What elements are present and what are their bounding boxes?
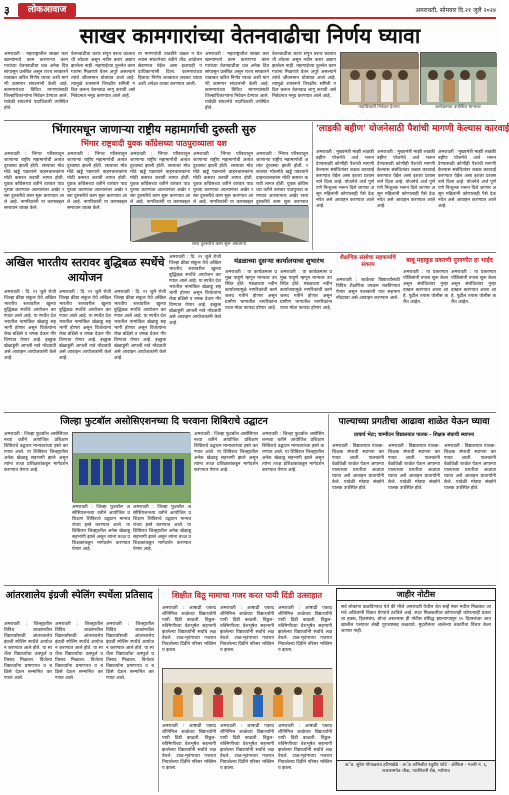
babu-story-headline: बाबू महाकुड प्रकरणी पुरवणीत हा भाईंद [406, 257, 493, 264]
meeting-photo-image [421, 53, 497, 105]
school-story-headline: पाल्याच्या प्रगतीचा आढावा शाळेत येऊन घ्यावा [338, 417, 490, 427]
school-story-col-2: अमरावती : विद्यालयात पालक-शिक्षक संघाची स्थापना करण्यात आली. पालकांनी वेळोवेळी शाळेत येऊन आपल्या पाल्याच्या प्रगतीचा आढावा घ्यावा असे आवाहन प्राचार्यांनी केले. यावेळी मोठ्या संख्येने पालक उपस्थित होते. [388, 444, 440, 491]
chess-story-col-4: अमरावती : दि. २१ जुलै रोजी जिल्हा क्रीडा संकुल येथे अखिल भारतीय स्तरावरील खुल्या बुद्धिबळ स्पर्धेचे आयोजन करण्यात आले आहे. या स्पर्धेत देशभरातील नामांकित खेळाडू सहभागी होणार असून विजेत्यांना रोख बक्षिसे व चषक देऊन गौरविण्यात येणार आहे. इच्छुक खेळाडूंनी आपली नावे नोंदवावी असे आवाहन आयोजकांनी केले आहे. [169, 255, 221, 326]
main-story-col-3: या मागण्यांची तातडीने दखल न घेतल्यास संघटनेच्या वतीने तीव्र आंदोलन छेडण्यात येईल असा इशाराही पदाधिकाऱ्यांनी दिला. कामगारांच्या हिताचा निर्णय लवकरात लवकर घ्यावा अशी अपेक्षा व्यक्त करण्यात आली. [138, 52, 202, 87]
main-photo-2 [420, 52, 496, 104]
public-notice-box [336, 588, 496, 791]
chess-story-headline: अखिल भारतीय स्तरावर बुद्धिबळ स्पर्धेचे आयोजन [5, 256, 165, 284]
chess-story-col-2: अमरावती : दि. २१ जुलै रोजी जिल्हा क्रीडा संकुल येथे अखिल भारतीय स्तरावरील खुल्या बुद्धिबळ स्पर्धेचे आयोजन करण्यात आले आहे. या स्पर्धेत देशभरातील नामांकित खेळाडू सहभागी होणार असून विजेत्यांना रोख बक्षिसे व चषक देऊन गौरविण्यात येणार आहे. इच्छुक खेळाडूंनी आपली नावे नोंदवावी असे आवाहन आयोजकांनी केले आहे. [59, 290, 111, 361]
babu-story-col-1: अमरावती : या प्रकरणात पोलिसांनी तपास सुरू केला असून संबंधितांवर गुन्हा दाखल करण्यात आला आहे. पुढील तपास पोलीस करीत आहेत. [403, 270, 448, 305]
road-story-col-5: अमरावती : भिंगार परिसरातून जाणाऱ्या राष्ट्रीय महामार्गाची अत्यंत दुरवस्था झाली होती. रस्त्यावर मोठमोठे खड्डे पडल्याने वाहनचालकांना मोठी कसरत करावी लागत होती. युवक काँग्रेसच्या वतीने वारंवार पाठपुरावा करण्यात आल्यानंतर अखेर रस्ता दुरुस्तीचे काम सुरू करण्यात [256, 152, 308, 205]
dindi-procession-image [163, 669, 333, 721]
road-story-headline: भिंगारमधून जाणाऱ्या राष्ट्रीय महामार्गाची दुरुस्ती सुरु [52, 123, 256, 136]
road-story-col-1: अमरावती : भिंगार परिसरातून जाणाऱ्या राष्ट्रीय महामार्गाची अत्यंत दुरवस्था झाली होती. रस्त्यावर मोठमोठे खड्डे पडल्याने वाहनचालकांना मोठी कसरत करावी लागत होती. युवक काँग्रेसच्या वतीने वारंवार पाठपुरावा करण्यात आल्यानंतर अखेर रस्ता दुरुस्तीचे काम सुरू करण्यात आले आहे. नागरिकांनी या कामाबद्दल समाधान व्यक्त केले. [4, 152, 64, 211]
school-story-col-1: अमरावती : विद्यालयात पालक-शिक्षक संघाची स्थापना करण्यात आली. पालकांनी वेळोवेळी शाळेत येऊन आपल्या पाल्याच्या प्रगतीचा आढावा घ्यावा असे आवाहन प्राचार्यांनी केले. यावेळी मोठ्या संख्येने पालक उपस्थित होते. [332, 444, 384, 491]
ladki-story-col-2: अमरावती : मुख्यमंत्री माझी लाडकी बहीण योजनेचे अर्ज भरून देण्यासाठी कोणीही पैशांची मागणी केल्यास संबंधितांवर कडक कारवाई करण्यात येईल असा इशारा प्रशासनाने दिला आहे. योजनेचे अर्ज पूर्णपणे निःशुल्क भरून दिले जाणार असून महिलांनी कोणालाही पैसे देऊ नयेत असे आवाहन करण्यात आले आहे. [377, 150, 435, 209]
dindi-story-col-1: अमरावती : आषाढी एकादशीनिमित्त शाळेच्या विद्यार्थ्यांनी पायी दिंडी काढली. विठ्ठल-रुक्मिणीच्या वेशभूषेत सहभागी झालेल्या विद्यार्थ्यांनी सर्वांचे लक्ष वेधले. टाळ-मृदंगाच्या गजरात निघालेल्या दिंडीने परिसर भक्तिमय झाला. [162, 606, 216, 653]
notice-title: जाहीर नोटीस [337, 589, 495, 601]
main-story-col-1: अमरावती : महाराष्ट्रातील साखर कारखान्यांमध्ये काम करणाऱ्या कामगारांच्या वेतनवाढीचा प्रश्न अनेक दिवसांपासून प्रलंबित असून राज्य सरकारने याबाबत त्वरित निर्णय घ्यावा अशी मागणी कामगार संघटनांनी केली आहे. कामगारांच्या विविध मागण्यांसाठी जिल्हाधिकाऱ्यांना निवेदन देण्यात आले. यावेळी संघटनेचे पदाधिकारी उपस्थित होते. [4, 52, 68, 111]
main-story-col-5: वेतनवाढीचा करार संपून बराच कालावधी लोटला असून नवीन करार अद्याप झालेला नाही. महागाईच्या तुलनेत कामगारांना मिळणारे वेतन अपुरे असल्याने त्यांचे जीवनमान धोक्यात आले आहे. त्यामुळे शासनाने त्रिपक्षीय समिती गठित करून वेतनवाढ लागू करावी असे निवेदनात नमूद करण्यात आले आहे. [272, 52, 336, 99]
ladki-story-headline-line1: 'लाडकी बहीण' योजनेसाठी पैशांची मागणी केल्यास कारवाई [316, 124, 509, 134]
notice-body: सर्व लोकांना कळविण्यात येते की मौजे अमरावती येथील शेत सर्व्हे नंबर मधील मिळकत आमचे अशिलांनी विकत घेण्याचे ठरविले आहे. सदर मिळकतीवर कोणाचाही कोणत्याही प्रकारचा हक्क, हितसंबंध, बोजा असल्यास ही नोटीस प्रसिद्ध झाल्यापासून १५ दिवसांच्या आत खालील पत्त्यावर लेखी पुराव्यासह कळवावे. मुदतीनंतर आलेल्या तक्रारींचा विचार केला जाणार नाही. [341, 605, 491, 634]
main-headline: साखर कामगारांच्या वेतनवाढीचा निर्णय घ्यावा [79, 23, 421, 48]
school-story-subhead: प्राचार्य भेटा; चाम्पीटन विद्यालयात पालक - शिक्षक संघाची स्थापना [353, 432, 475, 438]
main-photo-2-caption: कार्यक्रमात उपस्थित मान्यवर [435, 105, 481, 110]
masthead [4, 3, 496, 19]
office-story-col-1: अमरावती : या कार्यक्रमास प्रमुख पाहुणे म्हणून मान्यवर उपस्थित होते. मंडळाच्या नवीन कार्यालयामुळे नागरिकांची कामे जलद गतीने होणार असून ग्रामीण भागातील नागरिकांना याचा मोठा फायदा होणार आहे. [225, 270, 277, 311]
divider [4, 120, 496, 121]
road-photo [130, 205, 308, 241]
office-story-col-2: अमरावती : या कार्यक्रमास प्रमुख पाहुणे म्हणून मान्यवर उपस्थित होते. मंडळाच्या नवीन कार्यालयामुळे नागरिकांची कामे जलद गतीने होणार असून ग्रामीण भागातील नागरिकांना याचा मोठा फायदा होणार आहे. [280, 270, 332, 311]
school-col-headline: शैक्षणिक संस्थेचा सहकार्याचे संकल्प [340, 255, 396, 268]
road-story-subhead: भिंगार राष्ट्रवादी युवक काँग्रेसच्या पाठपुराव्याला यश [81, 139, 227, 148]
road-story-col-2: अमरावती : भिंगार परिसरातून जाणाऱ्या राष्ट्रीय महामार्गाची अत्यंत दुरवस्था झाली होती. रस्त्यावर मोठमोठे खड्डे पडल्याने वाहनचालकांना मोठी कसरत करावी लागत होती. युवक काँग्रेसच्या वतीने वारंवार पाठपुरावा करण्यात आल्यानंतर अखेर रस्ता दुरुस्तीचे काम सुरू करण्यात आले आहे. नागरिकांनी या कामाबद्दल समाधान व्यक्त केले. [67, 152, 127, 211]
road-photo-caption: रस्ता दुरुस्तीचे काम सुरू असताना [191, 242, 247, 247]
divider [4, 585, 496, 586]
main-story-col-4: अमरावती : महाराष्ट्रातील साखर कारखान्यांमध्ये काम करणाऱ्या कामगारांच्या वेतनवाढीचा प्रश्न अनेक दिवसांपासून प्रलंबित असून राज्य सरकारने याबाबत त्वरित निर्णय घ्यावा अशी मागणी कामगार संघटनांनी केली आहे. कामगारांच्या विविध मागण्यांसाठी जिल्हाधिकाऱ्यांना निवेदन देण्यात आले. यावेळी संघटनेचे पदाधिकारी उपस्थित होते. [205, 52, 269, 111]
english-story-col-3: अमरावती : जिल्ह्यातील विविध शाळांमधील विद्यार्थ्यांसाठी आंतरशालेय इंग्रजी स्पेलिंग स्पर्धेचे आयोजन करण्यात आले होते. या स्पर्धेला विद्यार्थ्यांचा उत्स्फूर्त प्रतिसाद मिळाला. विजेत्या विद्यार्थ्यांना प्रमाणपत्र व बक्षिसे देऊन सन्मानित करण्यात आले. [106, 622, 154, 681]
office-story-headline: मंडळाच्या दुसऱ्या कार्यालयाचा शुभारंभ [234, 257, 324, 265]
main-story-col-2: वेतनवाढीचा करार संपून बराच कालावधी लोटला असून नवीन करार अद्याप झालेला नाही. महागाईच्या तुलनेत कामगारांना मिळणारे वेतन अपुरे असल्याने त्यांचे जीवनमान धोक्यात आले आहे. त्यामुळे शासनाने त्रिपक्षीय समिती गठित करून वेतनवाढ लागू करावी असे निवेदनात नमूद करण्यात आले आहे. [71, 52, 135, 99]
dindi-story-col-3: अमरावती : आषाढी एकादशीनिमित्त शाळेच्या विद्यार्थ्यांनी पायी दिंडी काढली. विठ्ठल-रुक्मिणीच्या वेशभूषेत सहभागी झालेल्या विद्यार्थ्यांनी सर्वांचे लक्ष वेधले. टाळ-मृदंगाच्या गजरात निघालेल्या दिंडीने परिसर भक्तिमय झाला. [278, 606, 332, 653]
dindi-story-col-5: अमरावती : आषाढी एकादशीनिमित्त शाळेच्या विद्यार्थ्यांनी पायी दिंडी काढली. विठ्ठल-रुक्मिणीच्या वेशभूषेत सहभागी झालेल्या विद्यार्थ्यांनी सर्वांचे लक्ष वेधले. टाळ-मृदंगाच्या गजरात निघालेल्या दिंडीने परिसर भक्तिमय झाला. [220, 724, 274, 771]
column-rule [312, 122, 313, 250]
football-story-col-3: अमरावती : जिल्हा फुटबॉल असोसिएशनच्या वतीने आयोजित प्रशिक्षण शिबिराचे उद्घाटन मान्यवरांच्या हस्ते करण्यात आले. या शिबिरात जिल्ह्यातील अनेक खेळाडू सहभागी झाले असून त्यांना तज्ज्ञ प्रशिक्षकांकडून मार्गदर्शन करण्यात येणार आहे. [133, 505, 191, 552]
english-story-headline: आंतरशालेय इंग्रजी स्पेलिंग स्पर्धेला प्रतिसाद [5, 590, 153, 601]
english-story-col-1: अमरावती : जिल्ह्यातील विविध शाळांमधील विद्यार्थ्यांसाठी आंतरशालेय इंग्रजी स्पेलिंग स्पर्धेचे आयोजन करण्यात आले होते. या स्पर्धेला विद्यार्थ्यांचा उत्स्फूर्त प्रतिसाद मिळाला. विजेत्या विद्यार्थ्यांना प्रमाणपत्र व बक्षिसे देऊन सन्मानित करण्यात आले. [4, 622, 52, 681]
page-number: ३ [4, 4, 10, 17]
football-team-image [73, 433, 191, 503]
dindi-story-col-2: अमरावती : आषाढी एकादशीनिमित्त शाळेच्या विद्यार्थ्यांनी पायी दिंडी काढली. विठ्ठल-रुक्मिणीच्या वेशभूषेत सहभागी झालेल्या विद्यार्थ्यांनी सर्वांचे लक्ष वेधले. टाळ-मृदंगाच्या गजरात निघालेल्या दिंडीने परिसर भक्तिमय झाला. [220, 606, 274, 653]
chess-story-col-3: अमरावती : दि. २१ जुलै रोजी जिल्हा क्रीडा संकुल येथे अखिल भारतीय स्तरावरील खुल्या बुद्धिबळ स्पर्धेचे आयोजन करण्यात आले आहे. या स्पर्धेत देशभरातील नामांकित खेळाडू सहभागी होणार असून विजेत्यांना रोख बक्षिसे व चषक देऊन गौरविण्यात येणार आहे. इच्छुक खेळाडूंनी आपली नावे नोंदवावी असे आवाहन आयोजकांनी केले आहे. [114, 290, 166, 361]
newspaper-logo: लोकआवाज [18, 3, 76, 17]
main-photo-1 [340, 52, 418, 104]
road-story-col-4: अमरावती : भिंगार परिसरातून जाणाऱ्या राष्ट्रीय महामार्गाची अत्यंत दुरवस्था झाली होती. रस्त्यावर मोठमोठे खड्डे पडल्याने वाहनचालकांना मोठी कसरत करावी लागत होती. युवक काँग्रेसच्या वतीने वारंवार पाठपुरावा करण्यात आल्यानंतर अखेर रस्ता दुरुस्तीचे काम सुरू करण्यात आले आहे. नागरिकांनी या कामाबद्दल [193, 152, 253, 205]
column-rule [328, 414, 329, 584]
football-story-col-1: अमरावती : जिल्हा फुटबॉल असोसिएशनच्या वतीने आयोजित प्रशिक्षण शिबिराचे उद्घाटन मान्यवरांच्या हस्ते करण्यात आले. या शिबिरात जिल्ह्यातील अनेक खेळाडू सहभागी झाले असून त्यांना तज्ज्ञ प्रशिक्षकांकडून मार्गदर्शन करण्यात येणार आहे. [4, 432, 68, 473]
dindi-story-col-4: अमरावती : आषाढी एकादशीनिमित्त शाळेच्या विद्यार्थ्यांनी पायी दिंडी काढली. विठ्ठल-रुक्मिणीच्या वेशभूषेत सहभागी झालेल्या विद्यार्थ्यांनी सर्वांचे लक्ष वेधले. टाळ-मृदंगाच्या गजरात निघालेल्या दिंडीने परिसर भक्तिमय झाला. [162, 724, 216, 771]
ladki-story-col-1: अमरावती : मुख्यमंत्री माझी लाडकी बहीण योजनेचे अर्ज भरून देण्यासाठी कोणीही पैशांची मागणी केल्यास संबंधितांवर कडक कारवाई करण्यात येईल असा इशारा प्रशासनाने दिला आहे. योजनेचे अर्ज पूर्णपणे निःशुल्क भरून दिले जाणार असून महिलांनी कोणालाही पैसे देऊ नयेत असे आवाहन करण्यात आले आहे. [316, 150, 374, 209]
football-story-col-2: अमरावती : जिल्हा फुटबॉल असोसिएशनच्या वतीने आयोजित प्रशिक्षण शिबिराचे उद्घाटन मान्यवरांच्या हस्ते करण्यात आले. या शिबिरात जिल्ह्यातील अनेक खेळाडू सहभागी झाले असून त्यांना तज्ज्ञ प्रशिक्षकांकडून मार्गदर्शन करण्यात येणार आहे. [72, 505, 130, 552]
divider [4, 412, 496, 413]
group-photo-image [341, 53, 419, 105]
dindi-story-col-6: अमरावती : आषाढी एकादशीनिमित्त शाळेच्या विद्यार्थ्यांनी पायी दिंडी काढली. विठ्ठल-रुक्मिणीच्या वेशभूषेत सहभागी झालेल्या विद्यार्थ्यांनी सर्वांचे लक्ष वेधले. टाळ-मृदंगाच्या गजरात निघालेल्या दिंडीने परिसर भक्तिमय झाला. [278, 724, 332, 771]
dateline: अमरावती, सोमवार दि.२१ जुलै २०२४ [415, 7, 496, 14]
football-story-headline: जिल्हा फुटबॉल असोसिएशनच्या दि चरवाना शिबिराचे उद्घाटन [60, 416, 268, 427]
dindi-story-headline: शिक्षीत विठू मामाचा गजर करत पायी दिंडी उत्साहात [171, 591, 323, 600]
column-rule [158, 588, 159, 792]
football-photo [72, 432, 190, 502]
school-col-body: अमरावती : शाळेच्या विद्यार्थ्यांसाठी विविध शैक्षणिक उपक्रम राबविण्यात येणार असून पालकांनी यात सहभाग नोंदवावा असे आवाहन करण्यात आले. [336, 278, 400, 301]
chess-story-col-1: अमरावती : दि. २१ जुलै रोजी जिल्हा क्रीडा संकुल येथे अखिल भारतीय स्तरावरील खुल्या बुद्धिबळ स्पर्धेचे आयोजन करण्यात आले आहे. या स्पर्धेत देशभरातील नामांकित खेळाडू सहभागी होणार असून विजेत्यांना रोख बक्षिसे व चषक देऊन गौरविण्यात येणार आहे. इच्छुक खेळाडूंनी आपली नावे नोंदवावी असे आवाहन आयोजकांनी केले आहे. [4, 290, 56, 361]
babu-story-col-2: अमरावती : या प्रकरणात पोलिसांनी तपास सुरू केला असून संबंधितांवर गुन्हा दाखल करण्यात आला आहे. पुढील तपास पोलीस करीत आहेत. [451, 270, 496, 305]
school-story-col-3: अमरावती : विद्यालयात पालक-शिक्षक संघाची स्थापना करण्यात आली. पालकांनी वेळोवेळी शाळेत येऊन आपल्या पाल्याच्या प्रगतीचा आढावा घ्यावा असे आवाहन प्राचार्यांनी केले. यावेळी मोठ्या संख्येने पालक उपस्थित होते. [444, 444, 496, 491]
football-story-col-5: अमरावती : जिल्हा फुटबॉल असोसिएशनच्या वतीने आयोजित प्रशिक्षण शिबिराचे उद्घाटन मान्यवरांच्या हस्ते करण्यात आले. या शिबिरात जिल्ह्यातील अनेक खेळाडू सहभागी झाले असून त्यांना तज्ज्ञ प्रशिक्षकांकडून मार्गदर्शन करण्यात येणार आहे. [262, 432, 324, 473]
notice-footer: अॅड. सुरेश गोपाळराव हरिणखेडे · अॅड अभिजीत रघुवीर फोर्ट · ऑफिस - गल्ली नं. ६, राजारामपेठ चौक, पारशिवनी रोड, मारेगाव [337, 760, 495, 790]
road-story-col-3: अमरावती : भिंगार परिसरातून जाणाऱ्या राष्ट्रीय महामार्गाची अत्यंत दुरवस्था झाली होती. रस्त्यावर मोठमोठे खड्डे पडल्याने वाहनचालकांना मोठी कसरत करावी लागत होती. युवक काँग्रेसच्या वतीने वारंवार पाठपुरावा करण्यात आल्यानंतर अखेर रस्ता दुरुस्तीचे काम सुरू करण्यात आले आहे. नागरिकांनी या कामाबद्दल [130, 152, 190, 205]
football-story-col-4: अमरावती : जिल्हा फुटबॉल असोसिएशनच्या वतीने आयोजित प्रशिक्षण शिबिराचे उद्घाटन मान्यवरांच्या हस्ते करण्यात आले. या शिबिरात जिल्ह्यातील अनेक खेळाडू सहभागी झाले असून त्यांना तज्ज्ञ प्रशिक्षकांकडून मार्गदर्शन करण्यात येणार आहे. [194, 432, 258, 473]
ladki-story-col-3: अमरावती : मुख्यमंत्री माझी लाडकी बहीण योजनेचे अर्ज भरून देण्यासाठी कोणीही पैशांची मागणी केल्यास संबंधितांवर कडक कारवाई करण्यात येईल असा इशारा प्रशासनाने दिला आहे. योजनेचे अर्ज पूर्णपणे निःशुल्क भरून दिले जाणार असून महिलांनी कोणालाही पैसे देऊ नयेत असे आवाहन करण्यात आले आहे. [438, 150, 496, 209]
road-work-image [131, 206, 309, 242]
divider [4, 252, 496, 253]
main-photo-1-caption: पदाधिकारी निवेदन देताना [358, 105, 400, 110]
english-story-col-2: अमरावती : जिल्ह्यातील विविध शाळांमधील विद्यार्थ्यांसाठी आंतरशालेय इंग्रजी स्पेलिंग स्पर्धेचे आयोजन करण्यात आले होते. या स्पर्धेला विद्यार्थ्यांचा उत्स्फूर्त प्रतिसाद मिळाला. विजेत्या विद्यार्थ्यांना प्रमाणपत्र व बक्षिसे देऊन सन्मानित करण्यात आले. [55, 622, 103, 681]
dindi-photo [162, 668, 332, 720]
